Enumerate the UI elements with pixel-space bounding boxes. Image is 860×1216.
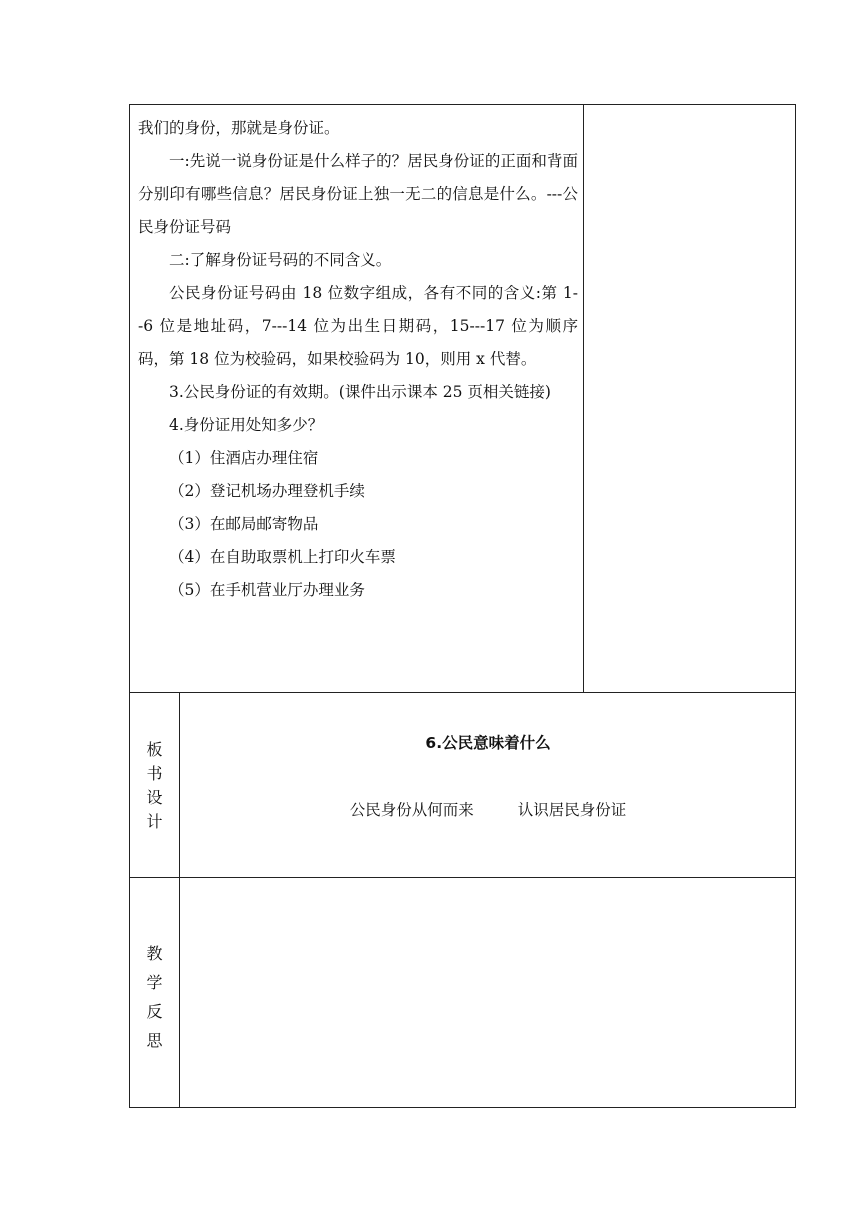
label-char: 计	[146, 812, 163, 831]
list-item: （4）在自助取票机上打印火车票	[169, 548, 396, 566]
list-item: （1）住酒店办理住宿	[169, 449, 319, 467]
lesson-paragraph: 公民身份证号码由 18 位数字组成，各有不同的含义:第 1--6 位是地址码，7---14 位为出生日期码，15---17 位为顺序码，第 18 位为校验码，如果校验码为 10，则用 x 代替。	[138, 284, 578, 368]
reflection-area	[180, 878, 796, 1107]
label-char: 学	[146, 973, 163, 992]
lesson-paragraph: 3.公民身份证的有效期。(课件出示课本 25 页相关链接)	[169, 383, 551, 401]
label-char: 书	[146, 764, 163, 783]
list-item: （3）在邮局邮寄物品	[169, 515, 319, 533]
lesson-paragraph: 一:先说一说身份证是什么样子的？居民身份证的正面和背面分别印有哪些信息？居民身份证上独一无二的信息是什么。---公民身份证号码	[138, 152, 578, 236]
board-point-left: 公民身份从何而来	[349, 801, 474, 819]
top-row-divider	[583, 104, 584, 692]
board-points	[180, 798, 796, 822]
teaching-reflection-label	[130, 939, 179, 1055]
label-char: 教	[146, 944, 163, 963]
label-char: 设	[146, 788, 163, 807]
lesson-paragraph: 二:了解身份证号码的不同含义。	[169, 251, 392, 269]
label-char: 反	[146, 1002, 163, 1021]
board-title: 6.公民意味着什么	[425, 734, 551, 752]
row-separator-1	[129, 692, 796, 693]
label-char: 思	[146, 1031, 163, 1050]
list-item: （2）登记机场办理登机手续	[169, 482, 365, 500]
board-design-label	[130, 738, 179, 834]
lesson-content	[138, 112, 578, 607]
list-item: （5）在手机营业厅办理业务	[169, 581, 365, 599]
lesson-paragraph: 4.身份证用处知多少？	[169, 416, 324, 434]
board-point-right: 认识居民身份证	[517, 801, 627, 819]
label-char: 板	[146, 740, 163, 759]
lesson-paragraph: 我们的身份，那就是身份证。	[138, 119, 340, 137]
